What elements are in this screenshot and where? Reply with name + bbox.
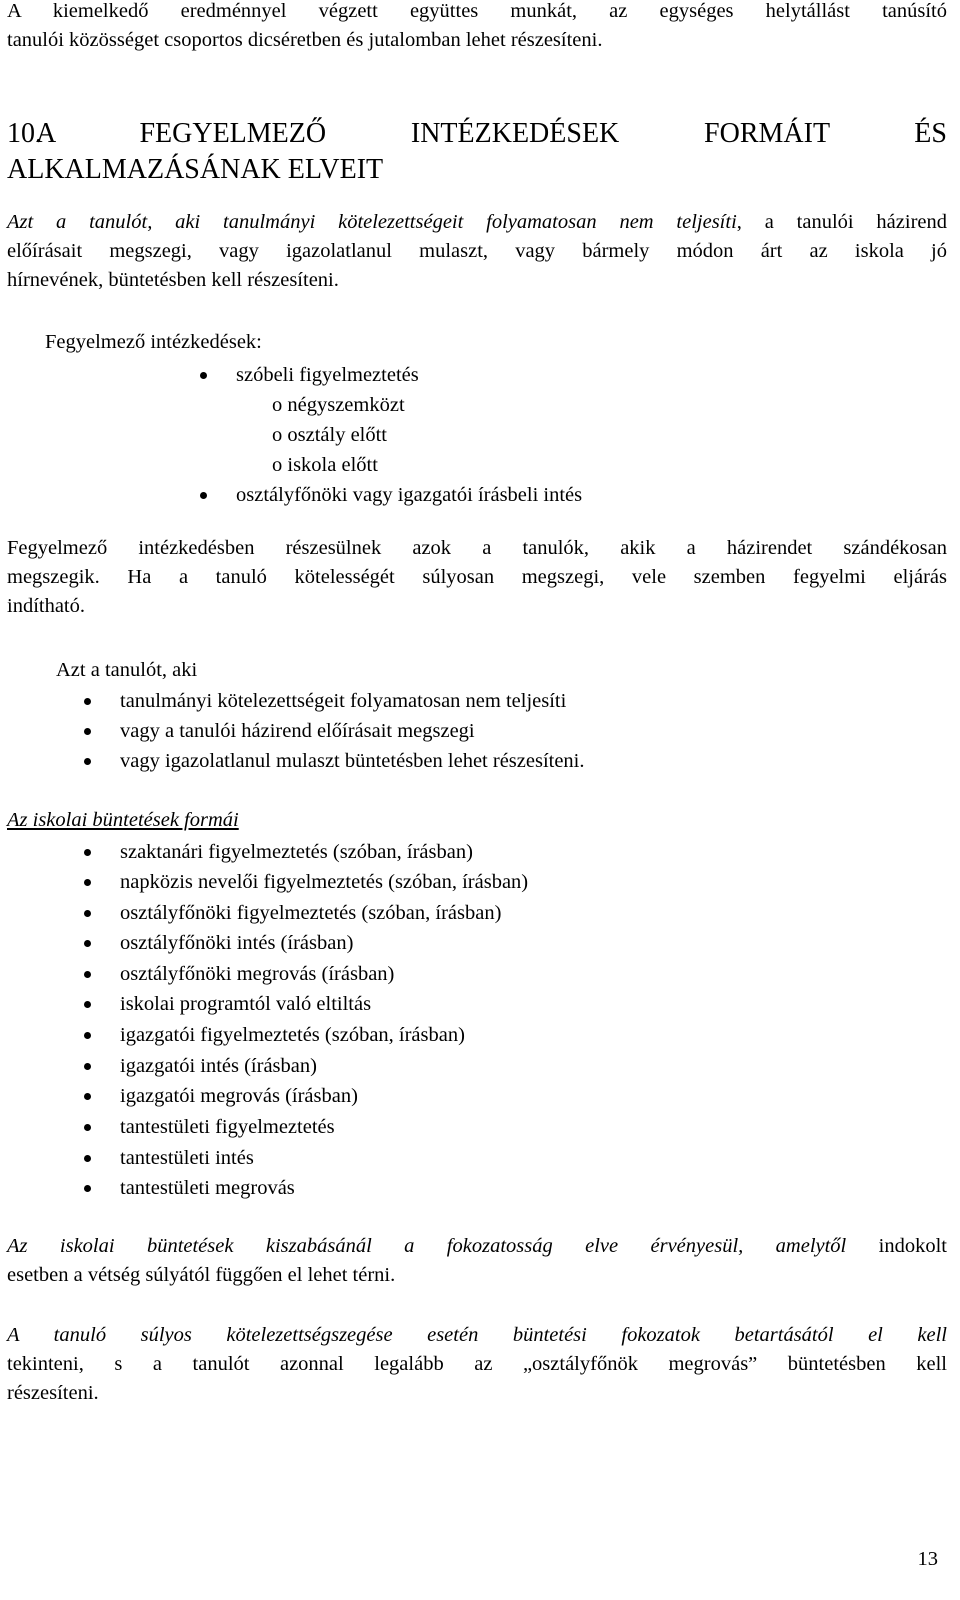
- measures-label: Fegyelmező intézkedések:: [45, 331, 262, 353]
- bullet-icon: [84, 728, 91, 735]
- bullet-icon: [84, 1032, 91, 1039]
- paragraph-2: [7, 537, 947, 624]
- paragraph-1-line-3: hírnevének, büntetésben kell részesíteni.: [7, 269, 339, 291]
- bullet-icon: [84, 940, 91, 947]
- list-item: [120, 1144, 254, 1173]
- bullet-icon: [84, 1124, 91, 1131]
- list-item-text: szaktanári figyelmeztetés (szóban, írásban): [120, 841, 473, 863]
- paragraph-4-line-2: tekinteni, s a tanulót azonnal legalább az „osztályfőnök megrovás” büntetésben kell: [7, 1353, 947, 1375]
- paragraph-2-line-2: megszegik. Ha a tanuló kötelességét súlyosan megszegi, vele szemben fegyelmi eljárás: [7, 566, 947, 588]
- list-item: [120, 1082, 358, 1111]
- list-item-text: tantestületi megrovás: [120, 1177, 295, 1199]
- measures-item-2: [236, 481, 582, 510]
- paragraph-1-italic: Azt a tanulót, aki tanulmányi kötelezettségeit folyamatosan nem teljesíti: [7, 211, 737, 233]
- bullet-icon: [84, 758, 91, 765]
- list-item: [120, 990, 371, 1019]
- list-item: [120, 687, 566, 716]
- intro-paragraph: [7, 0, 947, 58]
- list-item-text: iskolai programtól való eltiltás: [120, 993, 372, 1015]
- measures-sub-2: [272, 421, 387, 450]
- paragraph-3-line-1-rest: indokolt: [846, 1235, 947, 1257]
- circle-bullet-icon: o: [272, 394, 283, 416]
- section-number: 10.: [7, 118, 42, 149]
- page-number: 13: [917, 1548, 938, 1570]
- paragraph-4: [7, 1324, 947, 1411]
- list-item: [120, 1021, 465, 1050]
- list-item-text: osztályfőnöki megrovás (írásban): [120, 963, 395, 985]
- bullet-icon: [84, 1185, 91, 1192]
- who-label: Azt a tanulót, aki: [56, 659, 198, 681]
- list-item-text: igazgatói intés (írásban): [120, 1055, 317, 1077]
- measures-sub-1-text: négyszemközt: [287, 394, 405, 416]
- bullet-icon: [84, 1063, 91, 1070]
- circle-bullet-icon: o: [272, 454, 283, 476]
- paragraph-1: [7, 211, 947, 298]
- list-item: [120, 868, 528, 897]
- measures-sub-2-text: osztály előtt: [287, 424, 388, 446]
- bullet-icon: [200, 492, 207, 499]
- bullet-icon: [84, 849, 91, 856]
- bullet-icon: [84, 1001, 91, 1008]
- list-item-text: tantestületi intés: [120, 1147, 254, 1169]
- intro-line-2: tanulói közösséget csoportos dicséretben és jutalomban lehet részesíteni.: [7, 29, 603, 51]
- measures-item-2-text: osztályfőnöki vagy igazgatói írásbeli intés: [236, 484, 583, 506]
- paragraph-2-line-3: indítható.: [7, 595, 86, 617]
- list-item: [120, 1113, 335, 1142]
- list-item: [120, 929, 353, 958]
- intro-line-1: A kiemelkedő eredménnyel végzett együttes munkát, az egységes helytállást tanúsító: [7, 0, 947, 22]
- bullet-icon: [200, 372, 207, 379]
- list-item-text: vagy a tanulói házirend előírásait megszegi: [120, 720, 475, 742]
- bullet-icon: [84, 698, 91, 705]
- list-item: [120, 838, 473, 867]
- list-item-text: osztályfőnöki intés (írásban): [120, 932, 354, 954]
- paragraph-2-line-1: Fegyelmező intézkedésben részesülnek azok a tanulók, akik a házirendet szándékosan: [7, 537, 947, 559]
- circle-bullet-icon: o: [272, 424, 283, 446]
- list-item-text: osztályfőnöki figyelmeztetés (szóban, írásban): [120, 902, 502, 924]
- section-title-line-1: A FEGYELMEZŐ INTÉZKEDÉSEK FORMÁIT ÉS: [36, 118, 947, 149]
- measures-item-1: [236, 361, 419, 390]
- list-item: [120, 747, 585, 776]
- list-item-text: vagy igazolatlanul mulaszt büntetésben lehet részesíteni.: [120, 750, 585, 772]
- section-title-line-2: ALKALMAZÁSÁNAK ELVEIT: [7, 154, 384, 185]
- paragraph-3-line-1: [7, 1235, 947, 1264]
- list-item-text: igazgatói figyelmeztetés (szóban, írásban): [120, 1024, 465, 1046]
- measures-item-1-text: szóbeli figyelmeztetés: [236, 364, 419, 386]
- bullet-icon: [84, 1093, 91, 1100]
- paragraph-3-line-2: esetben a vétség súlyától függően el lehet térni.: [7, 1264, 396, 1286]
- list-item: [120, 899, 501, 928]
- bullet-icon: [84, 910, 91, 917]
- measures-sub-1: [272, 391, 405, 420]
- bullet-icon: [84, 971, 91, 978]
- list-item: [120, 960, 394, 989]
- list-item-text: napközis nevelői figyelmeztetés (szóban, írásban): [120, 871, 529, 893]
- measures-sub-3-text: iskola előtt: [287, 454, 378, 476]
- bullet-icon: [84, 1155, 91, 1162]
- bullet-icon: [84, 879, 91, 886]
- paragraph-1-line-1-rest: , a tanulói házirend: [736, 211, 947, 233]
- list-item: [120, 1052, 317, 1081]
- paragraph-4-line-3: részesíteni.: [7, 1382, 99, 1404]
- measures-sub-3: [272, 451, 378, 480]
- paragraph-3-italic: Az iskolai büntetések kiszabásánál a fokozatosság elve érvényesül, amelytől: [7, 1235, 847, 1257]
- list-item-text: tantestületi figyelmeztetés: [120, 1116, 335, 1138]
- list-item: [120, 717, 475, 746]
- list-item-text: igazgatói megrovás (írásban): [120, 1085, 358, 1107]
- paragraph-1-line-2: előírásait megszegi, vagy igazolatlanul mulaszt, vagy bármely módon árt az iskola jó: [7, 240, 947, 262]
- list-item: [120, 1174, 295, 1203]
- paragraph-3: [7, 1235, 947, 1293]
- list-item-text: tanulmányi kötelezettségeit folyamatosan nem teljesíti: [120, 690, 567, 712]
- forms-label: Az iskolai büntetések formái: [7, 809, 239, 831]
- paragraph-4-line-1: A tanuló súlyos kötelezettségszegése esetén büntetési fokozatok betartásától el kell: [7, 1324, 947, 1346]
- paragraph-1-line-1: [7, 211, 947, 240]
- section-heading: [7, 116, 947, 188]
